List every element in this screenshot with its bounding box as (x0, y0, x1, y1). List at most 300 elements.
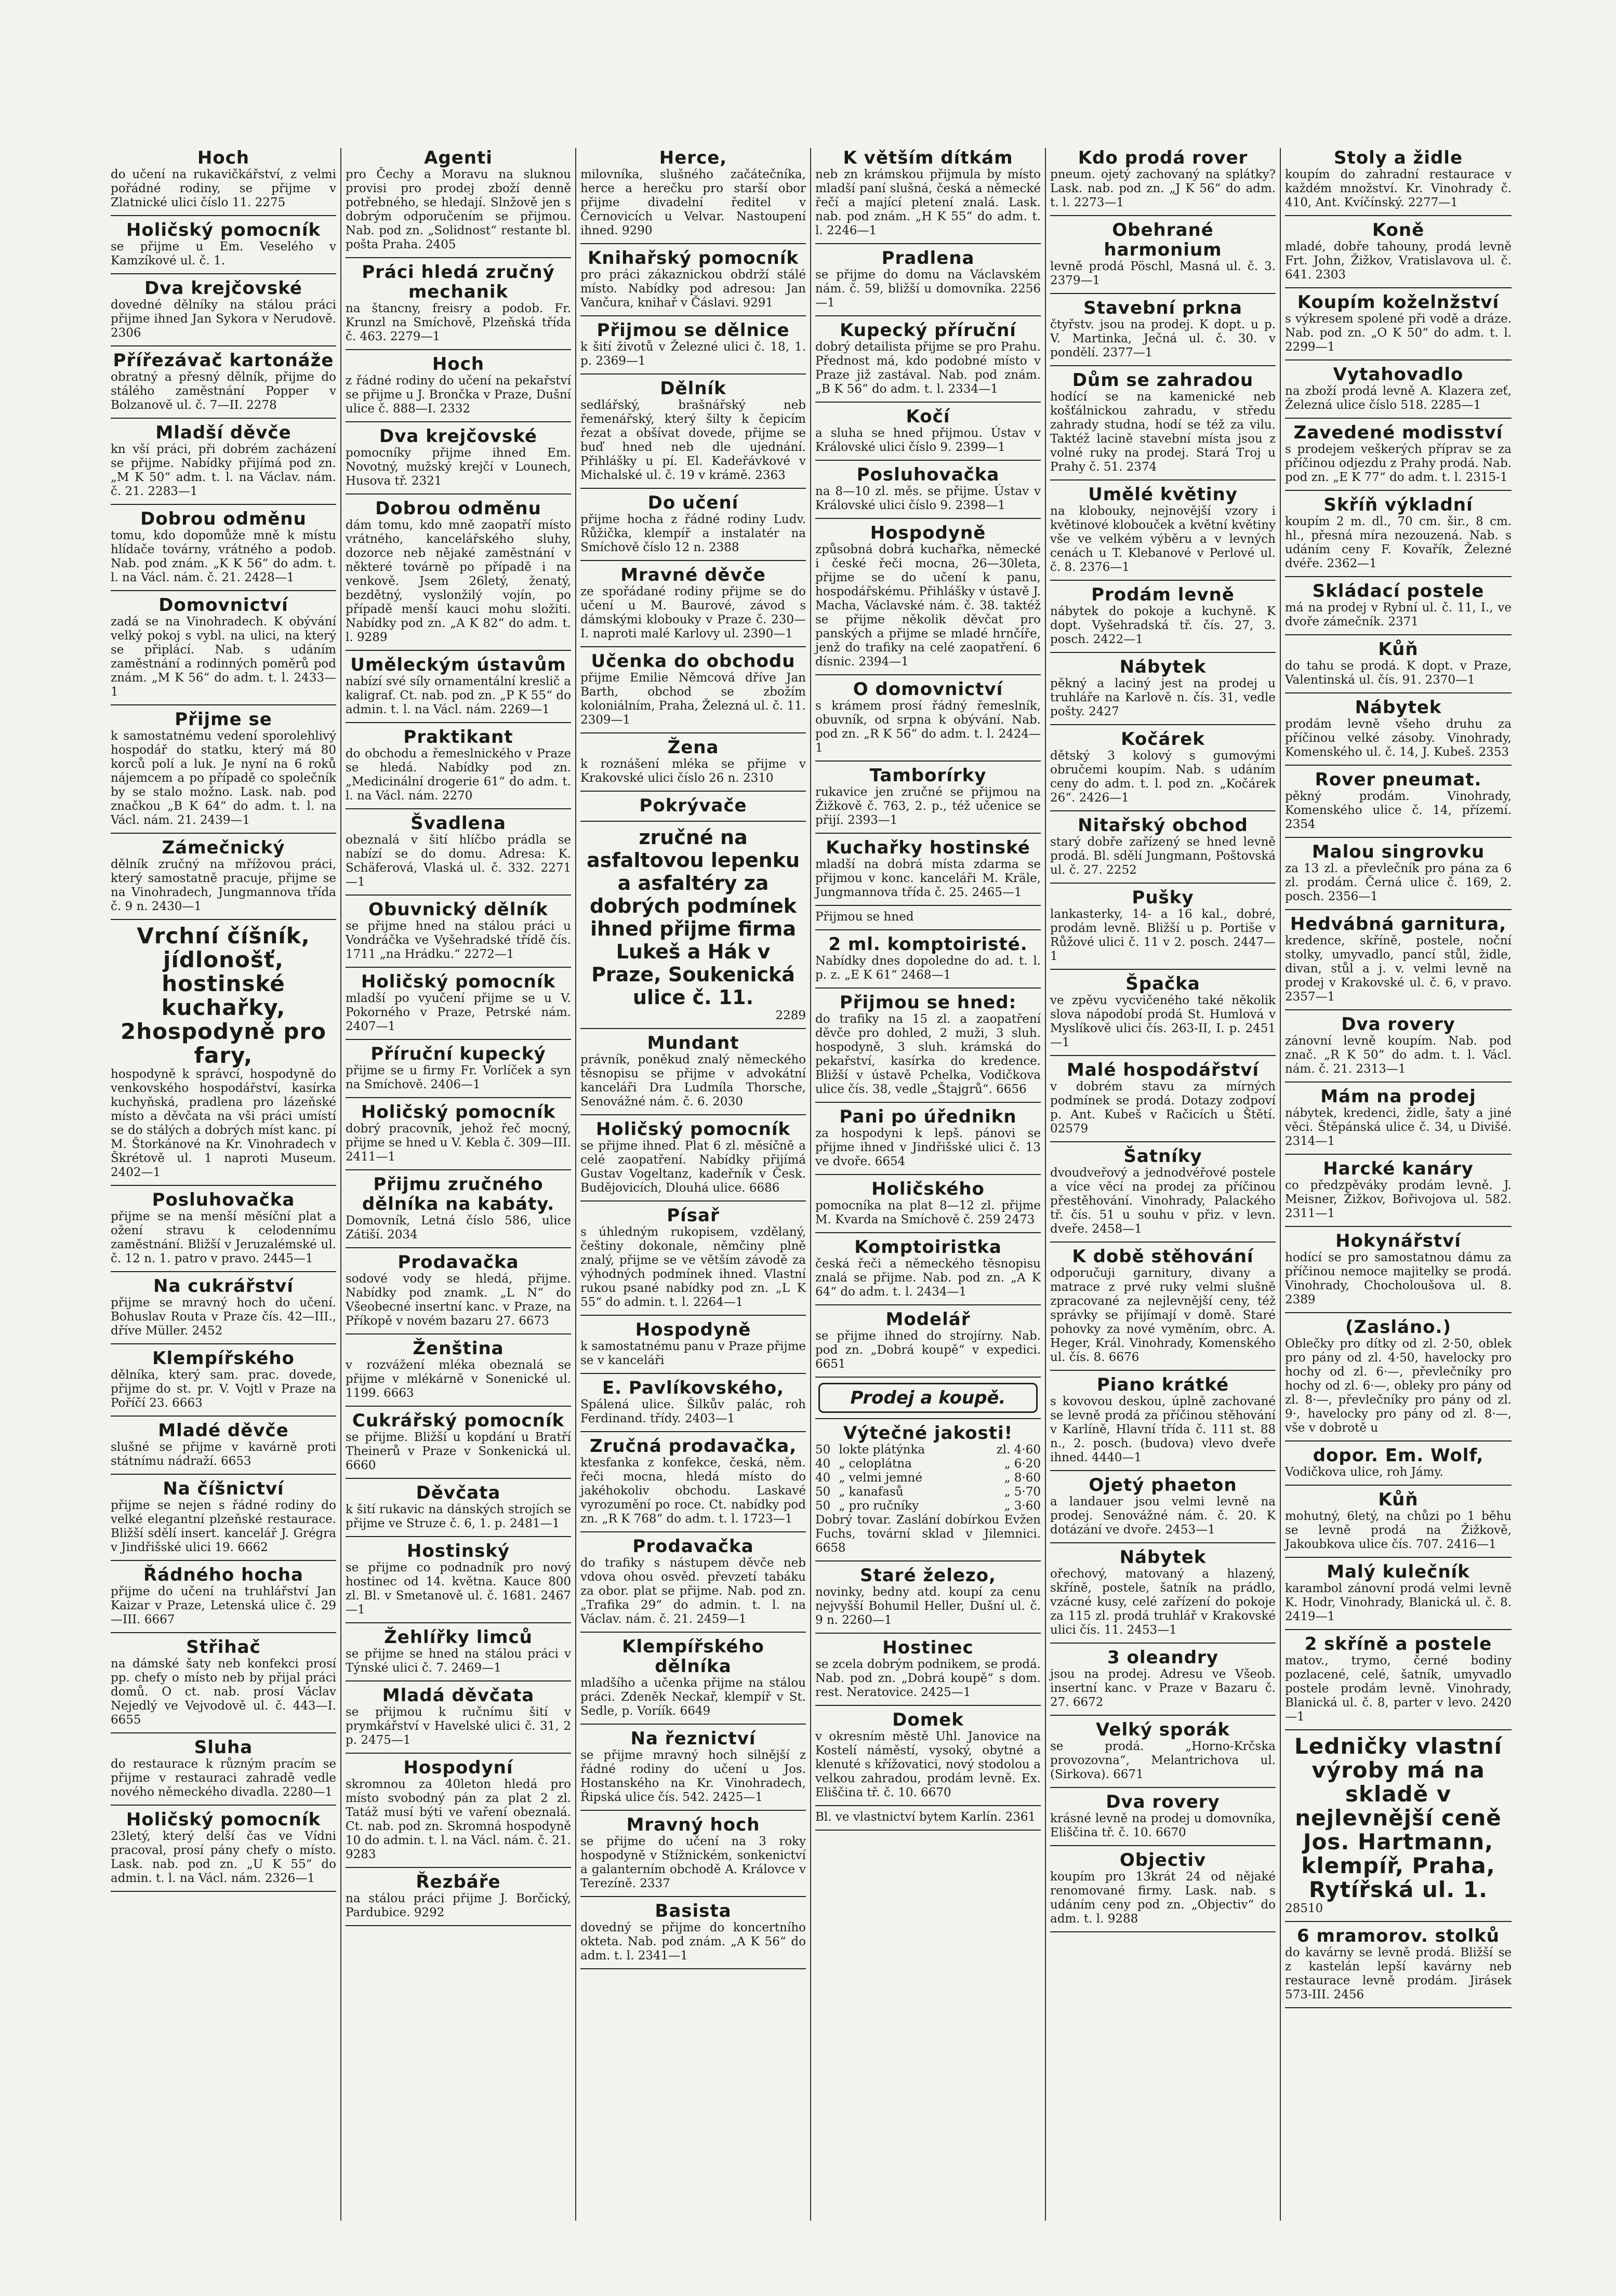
ad-separator (111, 1732, 336, 1733)
classified-ad (815, 465, 1041, 513)
classified-ad (111, 1637, 336, 1727)
ad-body-text: pěkný a laciný jest na prodej u truhláře na Karlově n. čís. 31, vedle pošty. 2427 (1050, 677, 1276, 718)
ad-headline: Pradlena (881, 248, 975, 269)
ad-body-text: ve zpěvu vycvičeného také několik slova nápodobí prodá St. Humlová v Myslíkově ulici čís. 263-II, I. p. 2451—1 (1050, 994, 1276, 1049)
classified-ad (1285, 1490, 1512, 1552)
ad-body-text: rukavice jen zručné se přijmou na Žižkově č. 763, 2. p., též učenice se přijí. 2393—1 (815, 785, 1041, 827)
classified-ad (346, 354, 571, 416)
ad-body-text: ktesfanka z konfekce, česká, něm. řeči mocna, hledá místo do jakéhokoliv obchodu. Laskavé vyrozumění po roce. Ct. nabídky pod zn. „R K 768“ do adm. t. l. 1723—1 (580, 1456, 806, 1526)
ad-separator (1050, 810, 1276, 811)
ad-separator (346, 1406, 571, 1407)
ad-headline: Tamborírky (869, 765, 987, 786)
ad-body-text: jsou na prodej. Adresu ve Všeob. insertní kanc. v Praze v Bazaru č. 27. 6672 (1050, 1667, 1276, 1709)
ad-headline: Dva rovery (1341, 1014, 1455, 1035)
classified-ad (1050, 1547, 1276, 1637)
ad-headline: Práci hledá zručný mechanik (362, 262, 555, 302)
ad-headline: Holičský pomocník (126, 220, 321, 241)
ad-headline: Nitařský obchod (1078, 815, 1248, 836)
ad-separator (111, 1185, 336, 1186)
ad-body-text: ze spořádané rodiny přijme se do učení u M. Baurové, závod s dámskými klobouky v Praze č. 230—I. naproti malé Karlovy ul. 2390—1 (580, 585, 806, 640)
ad-separator (1285, 837, 1512, 838)
classified-ad (346, 262, 571, 344)
classified-ad (580, 796, 806, 816)
classified-ad (1050, 485, 1276, 575)
classified-ad (346, 148, 571, 252)
ad-body-text: čtyřstv. jsou na prodej. K dopt. u p. V. Martinka, Ječná ul. č. 30. v pondělí. 2377—1 (1050, 318, 1276, 359)
ad-headline: Přijme se (175, 709, 272, 730)
classified-ad (111, 838, 336, 914)
classified-ad (1050, 1648, 1276, 1710)
ad-headline: Stoly a židle (1333, 148, 1463, 168)
ad-separator (580, 1531, 806, 1532)
ad-body-text: v rozvážení mléka obeznalá se přijme v mlékárně v Sonenické ul. 1199. 6663 (346, 1358, 571, 1400)
ad-separator (111, 1632, 336, 1633)
classified-ad (1285, 1446, 1512, 1479)
ad-separator (580, 791, 806, 792)
ad-separator (1285, 418, 1512, 419)
ad-body-text: se přijme u Em. Veselého v Kamzíkové ul. č. 1. (111, 240, 336, 268)
ad-body-text: karambol zánovní prodá velmi levně K. Hodr, Vinohrady, Blanická ul. č. 8. 2419—1 (1285, 1582, 1512, 1623)
ad-headline: Přijmou se hned: (839, 992, 1017, 1013)
ad-body-text: s krámem prosí řádný řemeslník, obuvník, od srpna k obývání. Nab. pod zn. „R K 56“ do adm. t. l. 2424—1 (815, 699, 1041, 755)
ad-separator (111, 345, 336, 346)
classified-ad (815, 321, 1041, 396)
ad-body-text: 28510 (1285, 1902, 1323, 1915)
ad-body-text: Spálená ulice. Šilkův palác, roh Ferdinand. třídy. 2403—1 (580, 1398, 806, 1425)
ad-headline: Písař (667, 1205, 720, 1226)
ad-headline: Mladší děvče (155, 422, 292, 443)
ad-separator (346, 257, 571, 258)
ad-headline: Obehrané harmonium (1104, 220, 1222, 260)
ad-headline: Agenti (424, 148, 493, 168)
ad-body-text: obeznalá v šití hlíčbo prádla se nabízí se do domu. Adresa: K. Schäferová, Vlaská ul. č. 332. 2271—1 (346, 833, 571, 889)
ad-separator (111, 704, 336, 705)
price-row (815, 1471, 1041, 1485)
ad-body-text: a sluha se hned přijmou. Ústav v Královské ulici číslo 9. 2399—1 (815, 426, 1041, 454)
ad-separator (815, 1830, 1041, 1831)
ad-separator (346, 1867, 571, 1868)
ad-body-text: nábytek, kredenci, židle, šaty a jiné věci. Štěpánská ulice č. 34, u Divišé. 2314—1 (1285, 1106, 1512, 1148)
ad-headline: Posluhovačka (856, 464, 1000, 485)
ad-body-text: dovedný se přijme do koncertního okteta. Nab. pod znám. „A K 56“ do adm. t. l. 2341—1 (580, 1921, 806, 1963)
classified-ad (815, 910, 1041, 924)
classified-ad (111, 1738, 336, 1799)
price-cell: „ 3·60 (1004, 1499, 1041, 1513)
ad-body-text: s prodejem veškerých příprav se za příčinou odjezdu z Prahy prodá. Nab. pod zn. „E K 77“ do adm. t. l. 2315-1 (1285, 443, 1512, 484)
ad-body-text: za 13 zl. a převlečník pro pána za 6 zl. prodám. Černá ulice č. 169, 2. posch. 2356—1 (1285, 862, 1512, 903)
ad-body-text: ořechový, matovaný a hlazený, skříně, postele, šatník na prádlo, vzácné kusy, celé zařízení do pokoje za 115 zl. prodá truhlář v Krakovské ulici čís. 11. 2453—1 (1050, 1567, 1276, 1637)
ad-headline: (Zasláno.) (1345, 1317, 1451, 1338)
ad-separator (1285, 692, 1512, 693)
ad-separator (346, 1097, 571, 1098)
ad-headline: Přířezávač kartonáže (113, 350, 334, 371)
column-2 (341, 148, 576, 2221)
ad-headline: Švadlena (410, 813, 506, 834)
ad-headline: Komptoiristka (854, 1237, 1002, 1258)
ad-body-text: na 8—10 zl. měs. se přijme. Ústav v Královské ulici číslo 9. 2398—1 (815, 485, 1041, 512)
ad-separator (815, 987, 1041, 989)
ad-body-text: Přijmou se hned (815, 910, 914, 924)
classified-ad (580, 1901, 806, 1963)
ad-separator (1285, 287, 1512, 288)
ad-headline: Kůň (1378, 639, 1419, 660)
classified-ad (1285, 1734, 1512, 1916)
classified-ad (815, 1638, 1041, 1700)
ad-separator (111, 504, 336, 505)
classified-ad (580, 1537, 806, 1626)
price-cell: „ 5·70 (1004, 1485, 1041, 1499)
ad-body-text: Oblečky pro dítky od zl. 2·50, oblek pro pány od zl. 4·50, havelocky pro hochy od zl. 6·—, převlečníky pro hochy od zl. 6·—, obleky pro pány od zl. 8·—, převlečníky pro pány od zl. 9·, havelocky pro pány od zl. 8·—, vše v dobrotě u (1285, 1337, 1512, 1435)
classified-ad (346, 1872, 571, 1920)
ad-body-text: Bl. ve vlastnictví bytem Karlín. 2361 (815, 1810, 1036, 1824)
ad-headline: dopor. Em. Wolf, (1313, 1445, 1484, 1466)
classified-ad (1050, 1247, 1276, 1365)
classified-ad (1050, 585, 1276, 647)
price-cell: 50 (815, 1499, 831, 1513)
ad-number: 2289 (775, 1009, 806, 1022)
ad-separator (815, 1174, 1041, 1175)
ad-headline: Domek (892, 1710, 964, 1730)
classified-ad (580, 248, 806, 310)
ad-headline: Zavedené modisství (1293, 422, 1503, 443)
ad-headline: Piano krátké (1096, 1374, 1229, 1395)
ad-body-text: se přijme se hned na stálou práci v Týnské ulici č. 7. 2469—1 (346, 1647, 571, 1675)
classified-ad (815, 1710, 1041, 1800)
ad-separator (111, 1474, 336, 1475)
ad-headline: Zámečnický (162, 837, 285, 858)
ad-separator (1050, 1141, 1276, 1142)
ad-headline: Kočárek (1121, 729, 1205, 750)
ad-headline: Dělník (660, 378, 726, 399)
ad-body-text: česká řeči a německého těsnopisu znalá se přijme. Nab. pod zn. „A K 64“ do adm. t. l. 2434—1 (815, 1257, 1041, 1299)
classified-ad (346, 1252, 571, 1328)
ad-separator (580, 646, 806, 647)
classified-ad (1285, 1087, 1512, 1149)
classified-ad (346, 1686, 571, 1747)
classified-ad (346, 655, 571, 717)
ad-body-text: přijme hocha z řádné rodiny Ludv. Růžička, klempíř a instalatér na Smíchově číslo 12 n. 2388 (580, 513, 806, 554)
ad-body-text: Vodičkova ulice, roh Jámy. (1285, 1465, 1443, 1479)
ad-separator (346, 493, 571, 495)
ad-headline: Dobrou odměnu (375, 498, 541, 519)
ad-body-text: pneum. ojetý zachovaný na splátky? Lask. nab. pod zn. „J K 56“ do adm. t. l. 2273—1 (1050, 168, 1276, 209)
ad-body-text: dělník zručný na mřížovou práci, který samostatně pracuje, přijme se na Vinohradech, Jungmannova třída č. 9 n. 2430—1 (111, 858, 336, 913)
classified-ad (1285, 581, 1512, 629)
ad-headline: Nábytek (1119, 1547, 1207, 1568)
ad-body-text: k šití rukavic na dánských strojích se přijme ve Struze č. 6, 1. p. 2481—1 (346, 1503, 571, 1530)
ad-headline: Holičský pomocník (595, 1119, 791, 1140)
ad-headline: Klempířského (152, 1348, 295, 1369)
classified-ad (346, 900, 571, 962)
ad-separator (1285, 1485, 1512, 1486)
classified-ad (815, 679, 1041, 755)
ad-headline: Hedvábná garnitura, (1290, 914, 1507, 935)
ad-separator (580, 315, 806, 316)
ad-headline: Kdo prodá rover (1078, 148, 1248, 168)
ad-body-text: zadá se na Vinohradech. K obývání velký pokoj s vybl. na ulici, na který se připlácí. Nab. s udáním zaměstnání a rodinných poměrů pod znám. „M K 56“ do adm. t. l. 2433—1 (111, 615, 336, 699)
classified-ad (346, 499, 571, 645)
ad-separator (346, 349, 571, 350)
ad-separator (815, 1560, 1041, 1561)
classified-ad (815, 1237, 1041, 1299)
ad-separator (815, 1418, 1041, 1419)
ad-separator (580, 1968, 806, 1969)
ad-body-text: pro Čechy a Moravu na sluknou provisi pro prodej zboží denně potřebného, se hledají. Slnžově jen s dobrým odporučením se přijmou. Nab. pod zn. „Solidnost“ restante bl. pošta Praha. 2405 (346, 168, 571, 251)
ad-separator (1285, 1226, 1512, 1227)
ad-headline: Prodám levně (1091, 584, 1235, 605)
classified-ad (1050, 1850, 1276, 1926)
classified-ad (1285, 1231, 1512, 1307)
classifieds-columns (107, 148, 1517, 2221)
ad-separator (580, 243, 806, 244)
ad-body-text: odporučuji garnitury, divany a matrace z prvé ruky velmi slušně zpracované za nejlevnější ceny, též správky se přijímají v domě. Staré pohovky za nové vyměním, obrc. A. Heger, Král. Vinohrady, Komenského ul. čís. 8. 6676 (1050, 1266, 1276, 1364)
classified-ad (580, 1637, 806, 1718)
ad-body-text: dobrý detailista přijme se pro Prahu. Přednost má, kdo podobné místo v Praze již zastával. Nab. pod znám. „B K 56“ do adm. t. l. 2334—1 (815, 340, 1041, 396)
classified-ad (815, 993, 1041, 1097)
ad-separator (815, 760, 1041, 762)
ad-separator (815, 518, 1041, 519)
classified-ad (580, 1378, 806, 1426)
column-3 (576, 148, 811, 2221)
ad-separator (815, 1102, 1041, 1103)
ad-separator (346, 1333, 571, 1334)
ad-headline: Hospodyně (635, 1319, 751, 1340)
ad-separator (111, 273, 336, 274)
ad-separator (580, 821, 806, 822)
ad-headline: Harcké kanáry (1323, 1158, 1474, 1179)
ad-separator (1285, 359, 1512, 361)
ad-body-text: s úhledným rukopisem, vzdělaný, češtiny dokonale, němčiny plně znalý, přijme se ve větším závodě za výhodných podmínek ihned. Vlastní rukou psané nabídky pod zn. „L K 55“ do admin. t. l. 2264—1 (580, 1225, 806, 1309)
ad-separator (815, 1633, 1041, 1634)
classified-ad (580, 826, 806, 1023)
ad-body-text: neb zn krámskou přijmula by místo mladší paní slušná, česká a německé řečí a mající pletení znalá. Lask. nab. pod znám. „H K 55“ do adm. t. l. 2246—1 (815, 168, 1041, 237)
ad-headline: Hospodyně (870, 523, 986, 543)
ad-headline: Děvčata (416, 1483, 501, 1503)
price-row (815, 1499, 1041, 1513)
ad-separator (580, 1810, 806, 1811)
ad-separator (1050, 883, 1276, 884)
ad-body-text: se přijme hned na stálou práci u Vondráčka ve Vyšehradské třídě čís. 1711 „na Hrádku.“ 2272—1 (346, 919, 571, 961)
ad-headline: Hoch (197, 148, 250, 168)
ad-headline: Objectiv (1119, 1850, 1207, 1871)
ad-headline: 2 skříně a postele (1304, 1634, 1492, 1654)
ad-separator (1050, 1470, 1276, 1471)
ad-separator (815, 1232, 1041, 1233)
classified-ad (815, 248, 1041, 310)
classified-ad (346, 1102, 571, 1164)
ad-separator (815, 460, 1041, 461)
ad-body-text: se prodá. „Horno-Krčska provozovna“, Melantrichova ul. (Sirkova). 6671 (1050, 1740, 1276, 1781)
ad-separator (1050, 1787, 1276, 1788)
price-cell: 40 (815, 1471, 831, 1485)
ad-body-text: hodící se pro samostatnou dámu za příčinou nemoce majitelky se prodá. Vinohrady, Chocholoušova ul. 8. 2389 (1285, 1251, 1512, 1306)
classified-ad (346, 1483, 571, 1531)
classified-ad (580, 1729, 806, 1805)
ad-body-text: do trafiky na 15 zl. a zaopatření děvče pro dohled, 2 muži, 3 sluh. hospodyně, 3 sluh. krámská do pekařství, kasírka do kredence. Bližší v ústavě Pchelka, Vodičkova ulice čís. 38, vedle „Štajgrů“. 6656 (815, 1012, 1041, 1096)
classified-ad (111, 1349, 336, 1410)
ad-separator (815, 905, 1041, 906)
ad-body-text: k samostatnému panu v Praze přijme se v kanceláři (580, 1340, 806, 1367)
classified-ad (1285, 292, 1512, 354)
ad-headline: Hoch (432, 354, 485, 375)
ad-headline: Dva krejčovské (379, 426, 537, 447)
ad-headline: Ženština (413, 1338, 504, 1359)
ad-body-text: mladší po vyučení přijme se u V. Pokorného v Praze, Petrské nám. 2407—1 (346, 992, 571, 1033)
ad-headline: Holičský pomocník (361, 1102, 556, 1123)
classified-ad (580, 1033, 806, 1109)
ad-body-text: způsobná dobrá kuchařka, německé i české řeči mocna, 26—30leta, přijme se do učení k panu, hospodářskému. Přihlášky v ústavě J. Macha, Václavské nám. č. 38. taktéž se přijme několik děvčat pro panských a přijme se mladé hrnčíře, jenž do trafiky na celé zaopatření. 6 dísnic. 2394—1 (815, 543, 1041, 669)
ad-body-text: přijme do učení na truhlářství Jan Kaizar v Praze, Letenská ulice č. 29—III. 6667 (111, 1585, 336, 1626)
ad-body-text: nábytek do pokoje a kuchyně. K dopt. Vyšehradská tř. čís. 27, 3. posch. 2422—1 (1050, 605, 1276, 646)
ad-body-text: dám tomu, kdo mně zaopatří místo vrátného, kancelářského sluhy, dozorce neb nějaké zaměstnání v některé továrně po případě i na venkově. Jsem 26letý, ženatý, bezdětný, vyslonžilý vojín, po případě menší kauci mohu složiti. Nabídky pod zn. „A K 82“ do adm. t. l. 9289 (346, 518, 571, 644)
classified-ad (111, 1565, 336, 1627)
classified-ad (815, 935, 1041, 982)
ad-separator (580, 1200, 806, 1202)
classified-ad (815, 1107, 1041, 1169)
ad-separator (346, 1169, 571, 1170)
classified-ad (815, 1310, 1041, 1371)
ad-headline: Knihařský pomocník (587, 248, 799, 269)
ad-body-text: z řádné rodiny do učení na pekařství se přijme u J. Brončka v Praze, Dušní ulice č. 888—I. 2332 (346, 374, 571, 416)
column-6 (1281, 148, 1516, 2221)
ad-body-text: mohutný, 6letý, na chůzi po 1 běhu se levně prodá na Žižkově, Jakoubkova ulice čís. 707. 2416—1 (1285, 1510, 1512, 1551)
ad-body-text: dobrý pracovník, jehož řeč mocný, přijme se hned u V. Kebla č. 309—III. 2411—1 (346, 1122, 571, 1164)
ad-body-text: dělníka, který sam. prac. dovede, přijme do st. pr. V. Vojtl v Praze na Poříčí 23. 6663 (111, 1368, 336, 1410)
ad-separator (111, 215, 336, 216)
classified-ad (346, 1541, 571, 1617)
price-cell: „ velmi jemné (839, 1471, 922, 1485)
classified-ad (815, 1179, 1041, 1227)
ad-body-text: se přijme do učení na 3 roky hospodyně v Stížnickém, sonkenictví a galanterním obchodě A. Královce v Terezíně. 2337 (580, 1835, 806, 1890)
ad-body-text: k samostatnému vedení sporolehlivý hospodář do statku, který má 80 korců polí a luk. Je nyní na 6 roků nájemcem a po případě co společník by se stalo možno. Lask. nab. pod značkou „B K 64“ do adm. t. l. na Václ. nám. 21. 2439—1 (111, 729, 336, 827)
ad-separator (111, 418, 336, 419)
ad-headline: Skříň výkladní (1323, 495, 1473, 515)
ad-body-text: koupím do zahradní restaurace v každém množství. Kr. Vinohrady č. 410, Ant. Kvíčínský. 2277—1 (1285, 168, 1512, 209)
classified-ad (346, 1627, 571, 1675)
classified-ad (1050, 1375, 1276, 1465)
section-heading-box: Prodej a koupě. (818, 1383, 1038, 1413)
price-cell: zl. 4·60 (996, 1443, 1041, 1457)
ad-separator (1285, 2007, 1512, 2008)
ad-separator (815, 833, 1041, 834)
ad-body-text: dovedné dělníky na stálou práci přijme ihned Jan Sykora v Nerudově. 2306 (111, 298, 336, 340)
ad-body-text: za hospodyni k lepš. pánovi se přijme ihned v Jindřišské ulici č. 13 ve dvoře. 6654 (815, 1127, 1041, 1168)
ad-body-text: k šití životů v Železné ulici č. 18, 1. p. 2369—1 (580, 340, 806, 368)
ad-body-text: levně prodá Pöschl, Masná ul. č. 3. 2379—1 (1050, 260, 1276, 287)
ad-separator (580, 1114, 806, 1115)
classified-ad (580, 1119, 806, 1195)
ad-separator (580, 1373, 806, 1374)
ad-separator (580, 373, 806, 375)
ad-separator (1285, 1729, 1512, 1730)
ad-headline: Příruční kupecký (370, 1044, 546, 1064)
classified-ad (1050, 1720, 1276, 1782)
ad-headline: Vytahovadlo (1333, 364, 1464, 385)
ad-headline: Střihač (186, 1637, 261, 1658)
classified-ad (1285, 914, 1512, 1004)
classified-ad (1285, 148, 1512, 210)
classified-ad (1050, 298, 1276, 360)
ad-headline: Herce, (659, 148, 727, 168)
ad-headline: Řádného hocha (143, 1565, 303, 1585)
ad-separator (815, 929, 1041, 930)
ad-headline: Prodavačka (398, 1252, 519, 1273)
classified-ad (1050, 1475, 1276, 1537)
ad-separator (1285, 634, 1512, 635)
ad-body-text: v dobrém stavu za mírných podmínek se prodá. Dotazy zodpoví p. Ant. Kubeš v Račicích u Štětí. 02579 (1050, 1080, 1276, 1136)
ad-headline: 2 ml. komptoiristé. (828, 934, 1028, 955)
ad-separator (346, 1247, 571, 1248)
ad-headline: K době stěhování (1072, 1246, 1254, 1267)
classified-ad (580, 321, 806, 368)
ad-headline: Basista (655, 1901, 732, 1921)
classified-ad (1285, 495, 1512, 571)
classified-ad (815, 407, 1041, 455)
ad-body-text: přijme Emilie Němcová dříve Jan Barth, obchod se zbožím koloniálním, Praha, Železná ul. č. 11. 2309—1 (580, 671, 806, 727)
price-cell: 50 (815, 1443, 831, 1457)
ad-separator (1285, 1082, 1512, 1083)
ad-headline: Mravné děvče (620, 565, 766, 585)
classified-ad (1050, 148, 1276, 210)
classified-ad (580, 1320, 806, 1368)
ad-body-text: do obchodu a řemeslnického v Praze se hledá. Nabídky pod zn. „Medicinální drogerie 61“ do adm. t. l. na Václ. nám. 2270 (346, 747, 571, 803)
classified-ad (1050, 888, 1276, 964)
ad-headline: Výtečné jakosti! (843, 1423, 1013, 1444)
ad-headline: Dům se zahradou (1072, 370, 1254, 391)
ad-separator (580, 560, 806, 561)
ad-headline: O domovnictví (853, 679, 1003, 700)
ad-headline: Ojetý phaeton (1089, 1475, 1237, 1496)
ad-separator (1285, 1921, 1512, 1922)
ad-headline: Žehlířky limců (384, 1627, 533, 1648)
ad-body-text: na klobouky, nejnovější vzory i květinové klobouček a květní květiny vše ve velkém výběru a v levných cenách u T. Klebanové v Perlové ul. č. 8. 2376—1 (1050, 504, 1276, 574)
classified-ad (580, 565, 806, 641)
ad-separator (1050, 1242, 1276, 1243)
classified-ad (111, 595, 336, 699)
ad-body-text: mladší na dobrá místa zdarma se přijmou v konc. kanceláři M. Kräle, Jungmannova třída č. 25. 2465—1 (815, 858, 1041, 899)
classified-ad (815, 1383, 1041, 1413)
price-cell: „ 6·20 (1004, 1457, 1041, 1471)
ad-headline: Malé hospodářství (1066, 1060, 1260, 1080)
ad-headline: Cukrářský pomocník (352, 1410, 565, 1431)
ad-body-text: obratný a přesný dělník, přijme do stálého zaměstnání Popper v Bolzanově ul. č. 7—II. 2278 (111, 370, 336, 412)
ad-body-text: se přijme ihned do strojírny. Nab. pod zn. „Dobrá koupě“ v expedici. 6651 (815, 1329, 1041, 1371)
classified-ad (580, 651, 806, 727)
ad-body-text: se přijme do domu na Václavském nám. č. 59, bližší u domovníka. 2256—1 (815, 268, 1041, 310)
ad-separator (346, 1478, 571, 1479)
ad-body-text: hospodyně k správcí, hospodyně do venkovského hospodářství, kasírka kuchyňská, pradlena pro lázeňské místo a děvčata na vši práci umístí se do stálých a dobrých míst kanc. pí M. Štorkánové na Kr. Vinohradech v Škrétově ul. 1 naproti Museum. 2402—1 (111, 1067, 336, 1179)
classified-ad (346, 972, 571, 1034)
ad-body-text: pro práci zákaznickou obdrží stálé místo. Nabídky pod adresou: Jan Vančura, knihař v Čáslavi. 9291 (580, 268, 806, 310)
classified-ad (1285, 365, 1512, 412)
ad-headline: Stavební prkna (1083, 298, 1242, 318)
price-cell: 50 (815, 1485, 831, 1499)
ad-body-text: starý dobře zařízený se hned levně prodá. Bl. sdělí Jungmann, Poštovská ul. č. 27. 2252 (1050, 835, 1276, 877)
ad-separator (1050, 1931, 1276, 1932)
classified-ad (580, 1436, 806, 1526)
ad-separator (580, 1632, 806, 1633)
ad-separator (1285, 1312, 1512, 1313)
ad-separator (815, 315, 1041, 316)
ad-body-text: se přijme mravný hoch silnější z řádné rodiny do učení u Jos. Hostanského na Kr. Vinohradech, Řipská ulice čís. 542. 2425—1 (580, 1748, 806, 1804)
ad-headline: K větším dítkám (843, 148, 1013, 168)
ad-separator (815, 1705, 1041, 1706)
classified-ad (1285, 639, 1512, 687)
ad-headline: Mravný hoch (626, 1814, 760, 1835)
ad-separator (1285, 1557, 1512, 1558)
ad-body-text: se přijme. Bližší u kopdání u Bratří Theinerů v Praze v Sonkenická ul. 6660 (346, 1431, 571, 1472)
classified-ad (815, 1423, 1041, 1555)
